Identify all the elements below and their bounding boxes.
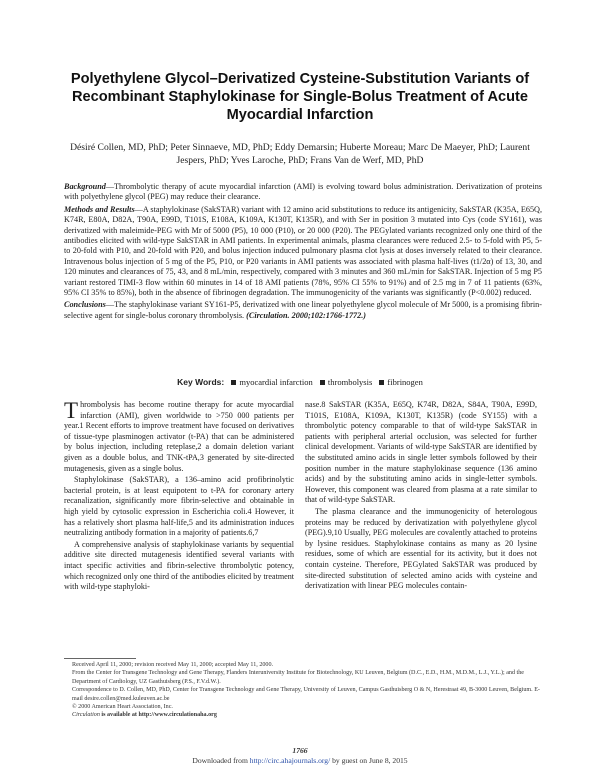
footnote: Received April 11, 2000; revision received May 11, 2000; accepted May 11, 2000. xyxy=(72,662,274,668)
author-list: Désiré Collen, MD, PhD; Peter Sinnaeve, MD, PhD; Eddy Demarsin; Huberte Moreau; Marc De Maeyer, PhD; Laurent Jespers, PhD; Yves Laroche, PhD; Frans Van de Werf, MD, PhD xyxy=(70,142,530,166)
keyword: thrombolysis xyxy=(327,377,373,387)
footnote-divider xyxy=(64,658,136,659)
abstract-methods xyxy=(64,205,542,299)
keyword: fibrinogen xyxy=(387,377,423,387)
footnotes xyxy=(64,661,540,720)
download-line xyxy=(0,756,600,765)
body-paragraph: nase.8 SakSTAR (K35A, E65Q, K74R, D82A, S84A, T90A, E99D, T101S, E108A, K109A, K130T, K135R) (code SY155) with a thrombolytic potency comparable to that of wild-type SakSTAR in patients with peripheral arterial occlusion, was selected for further clinical development. Variants of wild-type SakSTAR are identified by the substituted amino acids in single letter symbols followed by their position number in the mature staphylokinase sequence (136 amino acids) and by the substituting amino acids in single-letter symbols. However, this component was cleared from plasma at a rate similar to that of wild-type SakSTAR. xyxy=(305,400,537,505)
availability-note xyxy=(64,711,540,719)
article-title: Polyethylene Glycol–Derivatized Cysteine-Substitution Variants of Recombinant Staphylokinase for Single-Bolus Treatment of Acute Myocardial Infarction xyxy=(70,71,530,123)
keywords xyxy=(64,377,536,388)
abstract-conclusions xyxy=(64,300,542,321)
keyword: myocardial infarction xyxy=(239,377,313,387)
body-paragraph: Staphylokinase (SakSTAR), a 136–amino acid profibrinolytic bacterial protein, is at least equipotent to t-PA for coronary artery recanalization, significantly more fibrin-selective and obtainable in high yield by cytosolic expression in Escherichia coli.4 However, it has a relatively short plasma half-life,5 and its administration induces neutralizing antibody formation in a majority of patients.6,7 xyxy=(64,475,294,538)
bullet-icon xyxy=(320,380,325,385)
keywords-label: Key Words: xyxy=(177,377,225,387)
background-text: —Thrombolytic therapy of acute myocardial infarction (AMI) is evolving toward bolus administration. Derivatization of proteins with polyethylene glycol (PEG) may reduce their clearance. xyxy=(64,182,542,202)
abstract xyxy=(64,182,542,323)
bullet-icon xyxy=(379,380,384,385)
methods-label: Methods and Results xyxy=(64,204,135,214)
conclusions-text: —The staphylokinase variant SY161-P5, derivatized with one linear polyethylene glycol molecule of Mr 5000, is a promising fibrin-selective agent for single-bolus coronary thrombolysis. xyxy=(64,300,542,320)
abstract-background xyxy=(64,182,542,203)
body-column-left xyxy=(64,400,294,594)
conclusions-label: Conclusions xyxy=(64,300,106,310)
body-paragraph: The plasma clearance and the immunogenicity of heterologous proteins may be reduced by derivatization with polyethylene glycol (PEG).9,10 Usually, PEG molecules are covalently attached to proteins by lysine residues. Staphylokinase contains as many as 20 lysine residues, some of which are essential for its activity, but it does not contain cysteine. Therefore, PEGylated SakSTAR was produced by site-directed substitution of selected amino acids with cysteine and derivatization with linear PEG molecules contain- xyxy=(305,506,537,591)
drop-cap: T xyxy=(64,398,79,423)
paragraph-text: hrombolysis has become routine therapy for acute myocardial infarction (AMI), given worldwide to >750 000 patients per year.1 Recent efforts to improve treatment have focused on derivatives of tissue-type plasminogen activator (t-PA) that can be administered by bolus injection, including reteplase,2 a domain deletion variant given as a double bolus, and TNK-tPA,3 generated by site-directed mutagenesis, given as a single bolus. xyxy=(64,400,294,473)
download-link[interactable]: http://circ.ahajournals.org/ xyxy=(249,756,331,765)
footnote: © 2000 American Heart Association, Inc. xyxy=(72,704,173,711)
citation: (Circulation. 2000;102:1766-1772.) xyxy=(246,310,366,320)
download-suffix: by guest on June 8, 2015 xyxy=(330,756,408,765)
body-paragraph xyxy=(64,400,294,474)
body-column-right xyxy=(305,400,537,593)
methods-text: —A staphylokinase (SakSTAR) variant with 12 amino acid substitutions to reduce its antigenicity, SakSTAR (K35A, E65Q, K74R, E80A, D82A, T90A, E99D, T101S, E108A, K109A, K130T, K135R), and with Ser in position 3 mutated into Cys (code SY161), was derivatized with maleimide-PEG with Mr of 5000 (P5), 10 000 (P10), or 20 000 (P20). The PEGylated variants recognized only one third of the antibodies elicited with wild-type SakSTAR in AMI patients. In experimental animals, plasma clearances were reduced 2.5- to 5-fold with P5, 5- to 20-fold with P10, and 20-fold with P20, and bolus injection induced pulmonary plasma clot lysis at doses inversely related to their clearance. Intravenous bolus injection of 5 mg of the P5, P10, or P20 variants in AMI patients was associated with plasma half-lives (t1/2α) of 13, 30, and 120 minutes and clearances of 75, 43, and 8 mL/min, respectively, compared with 3 minutes and 360 mL/min for SakSTAR. Injection of 5 mg P5 variant restored TIMI-3 flow within 60 minutes in 14 of 18 AMI patients (78%, 95% CI 55% to 91%) and of 2.5 mg in 7 of 11 patients (63%, 95% CI 35% to 85%), both in the absence of fibrinogen degradation. The immunogenicity of the variants was significantly (P<0.002) reduced. xyxy=(64,204,542,298)
download-prefix: Downloaded from xyxy=(192,756,250,765)
body-paragraph: A comprehensive analysis of staphylokinase variants by sequential additive site directed mutagenesis identified several variants with intact specific activities and fibrin-selective thrombolytic potency, which recognized only one third of the antibodies elicited by treatment with wild-type staphyloki- xyxy=(64,539,294,592)
page-number: 1766 xyxy=(292,746,308,755)
footnote: From the Center for Transgene Technology and Gene Therapy, Flanders Interuniversity Institute for Biotechnology, KU Leuven, Belgium (D.C., E.D., H.M., M.D.M., L.J., Y.L.); and the Department of Cardiology, UZ Gasthuisberg (P.S., F.V.d.W.). xyxy=(72,670,524,685)
footnote: Correspondence to D. Collen, MD, PhD, Center for Transgene Technology and Gene Therapy, University of Leuven, Campus Gasthuisberg O & N, Herestraat 49, B-3000 Leuven, Belgium. E-mail desire.collen@med.kuleuven.ac.be xyxy=(72,687,540,702)
bullet-icon xyxy=(231,380,236,385)
journal-name: Circulation xyxy=(72,712,100,719)
journal-url[interactable]: is available at http://www.circulationaha.org xyxy=(99,712,217,719)
background-label: Background xyxy=(64,182,106,191)
